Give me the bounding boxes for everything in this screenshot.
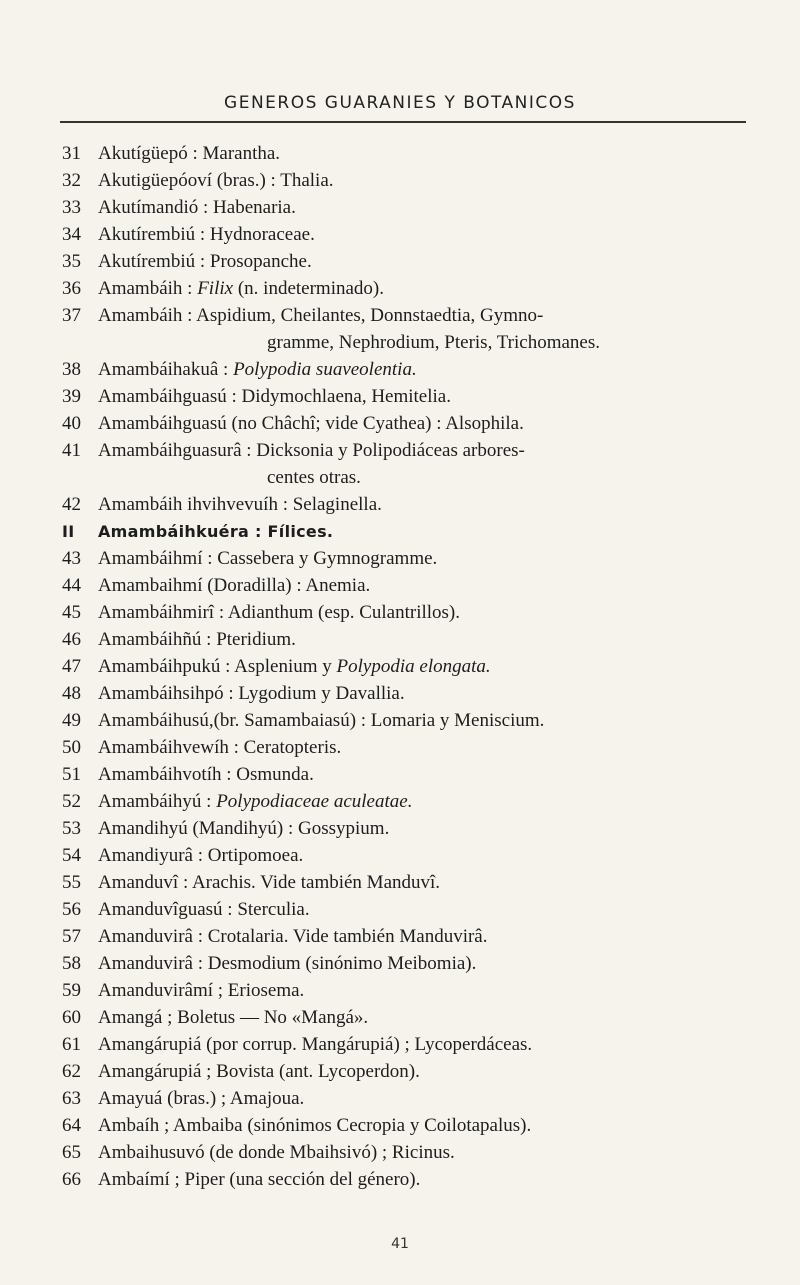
entry-text <box>98 1004 753 1031</box>
entry-text <box>98 599 753 626</box>
entry-row <box>0 1085 800 1112</box>
entry-number: 62 <box>62 1061 81 1082</box>
entry-row <box>0 1004 800 1031</box>
entry-row <box>0 1166 800 1193</box>
entry-text-main: Amanduvirâ : Desmodium (sinónimo Meibomia). <box>98 953 477 974</box>
entry-text-main: Amandihyú (Mandihyú) : Gossypium. <box>98 818 390 839</box>
entry-row <box>0 194 800 221</box>
running-head: GENEROS GUARANIES Y BOTANICOS <box>224 93 576 113</box>
entry-text <box>98 761 753 788</box>
entry-text <box>98 1139 753 1166</box>
entry-number: 44 <box>62 575 81 596</box>
entry-number: 65 <box>62 1142 81 1163</box>
entry-text <box>98 1112 753 1139</box>
entry-row <box>0 545 800 572</box>
entry-text <box>98 1031 753 1058</box>
entry-number: 39 <box>62 386 81 407</box>
entry-row <box>0 734 800 761</box>
entry-text-main: Amambáihpukú : Asplenium y <box>98 656 337 677</box>
entry-text <box>98 788 753 815</box>
entry-text <box>98 545 753 572</box>
entry-row <box>0 842 800 869</box>
entry-row <box>0 140 800 167</box>
entry-row <box>0 167 800 194</box>
entry-text-main: Amambáihguasú : Didymochlaena, Hemitelia. <box>98 386 451 407</box>
entry-row <box>0 869 800 896</box>
entry-text-main: Ambaímí ; Piper (una sección del género). <box>98 1169 421 1190</box>
entry-number: 40 <box>62 413 81 434</box>
entry-number: 64 <box>62 1115 81 1136</box>
entry-text <box>98 356 753 383</box>
entry-text-main: Amambáihñú : Pteridium. <box>98 629 296 650</box>
entry-text <box>98 734 753 761</box>
entry-text <box>98 626 753 653</box>
entry-text-main: Amangárupiá (por corrup. Mangárupiá) ; Lycoperdáceas. <box>98 1034 533 1055</box>
entry-text <box>98 194 753 221</box>
entry-row <box>0 923 800 950</box>
entry-text-main: Amambáih : <box>98 278 198 299</box>
entry-number: 34 <box>62 224 81 245</box>
entry-row <box>0 707 800 734</box>
entry-number: 36 <box>62 278 81 299</box>
entry-text-main: Akutírembiú : Prosopanche. <box>98 251 312 272</box>
entry-row <box>0 761 800 788</box>
entry-text <box>98 869 753 896</box>
entry-text <box>98 302 753 356</box>
entry-text <box>98 383 753 410</box>
entry-number: 41 <box>62 440 81 461</box>
entry-row <box>0 599 800 626</box>
entry-text-main: Amambáih : Aspidium, Cheilantes, Donnstaedtia, Gymno- <box>98 305 544 326</box>
entry-text <box>98 437 753 491</box>
entry-text <box>98 572 753 599</box>
entry-number: 61 <box>62 1034 81 1055</box>
entry-text-main: Amanduvirâmí ; Eriosema. <box>98 980 305 1001</box>
entry-text-italic: Polypodia elongata. <box>336 656 491 677</box>
entry-text-main: Akutígüepó : Marantha. <box>98 143 281 164</box>
entry-text-main: Akutímandió : Habenaria. <box>98 197 296 218</box>
entry-row <box>0 1058 800 1085</box>
entry-number: 59 <box>62 980 81 1001</box>
entry-text <box>98 221 753 248</box>
entry-text-main: Amambáih ihvihvevuíh : Selaginella. <box>98 494 382 515</box>
entry-text-main: Amambáihakuâ : <box>98 359 234 380</box>
entry-number: 45 <box>62 602 81 623</box>
entry-text <box>98 491 753 518</box>
entry-text-main: Amanduvîguasú : Sterculia. <box>98 899 310 920</box>
entry-number: 43 <box>62 548 81 569</box>
entry-continuation: centes otras. <box>267 467 361 488</box>
entry-text-main: Amambáihmí : Cassebera y Gymnogramme. <box>98 548 438 569</box>
entry-text-main: Amanduvirâ : Crotalaria. Vide también Manduvirâ. <box>98 926 488 947</box>
entry-number: 56 <box>62 899 81 920</box>
entry-number: 54 <box>62 845 81 866</box>
entry-text-main: Amambáihusú,(br. Samambaiasú) : Lomaria y Meniscium. <box>98 710 545 731</box>
entry-row <box>0 302 800 356</box>
entry-text-main: Amambáihyú : <box>98 791 217 812</box>
entry-text <box>98 707 753 734</box>
entry-text-italic: Polypodiaceae aculeatae. <box>216 791 413 812</box>
entry-text <box>98 815 753 842</box>
entry-text <box>98 923 753 950</box>
entry-text <box>98 950 753 977</box>
entry-number: 51 <box>62 764 81 785</box>
entry-row <box>0 275 800 302</box>
entry-row <box>0 626 800 653</box>
entry-row <box>0 788 800 815</box>
entry-row <box>0 1139 800 1166</box>
entry-continuation: gramme, Nephrodium, Pteris, Trichomanes. <box>267 332 600 353</box>
entry-row <box>0 383 800 410</box>
entry-text <box>98 140 753 167</box>
entry-text-main: Amambáihguasú (no Châchî; vide Cyathea) : Alsophila. <box>98 413 524 434</box>
entry-text <box>98 410 753 437</box>
entry-text-main: Amambáihsihpó : Lygodium y Davallia. <box>98 683 405 704</box>
entry-text <box>98 518 753 545</box>
entry-number: 47 <box>62 656 81 677</box>
entry-text <box>98 1166 753 1193</box>
entry-number: 31 <box>62 143 81 164</box>
entry-row <box>0 410 800 437</box>
entry-number: 32 <box>62 170 81 191</box>
entry-text-main: Amandiyurâ : Ortipomoea. <box>98 845 304 866</box>
entry-text-main: Ambaíh ; Ambaiba (sinónimos Cecropia y Coilotapalus). <box>98 1115 532 1136</box>
entry-text-main: Amambáihmirî : Adianthum (esp. Culantrillos). <box>98 602 461 623</box>
entry-row <box>0 1112 800 1139</box>
entry-number: 38 <box>62 359 81 380</box>
entry-row <box>0 518 800 545</box>
entry-text-main: Amambáihkuéra : Fílices. <box>98 522 334 541</box>
entry-row <box>0 815 800 842</box>
entry-text-main: Amambáihguasurâ : Dicksonia y Polipodiáceas arbores- <box>98 440 525 461</box>
entry-text-main: Amanduvî : Arachis. Vide también Manduvî. <box>98 872 441 893</box>
entry-number: 46 <box>62 629 81 650</box>
entry-text <box>98 275 753 302</box>
entry-text <box>98 653 753 680</box>
entry-text <box>98 680 753 707</box>
entry-number: 63 <box>62 1088 81 1109</box>
entry-number: 58 <box>62 953 81 974</box>
entry-text-main: Amayuá (bras.) ; Amajoua. <box>98 1088 305 1109</box>
entry-number: 53 <box>62 818 81 839</box>
entry-number: 48 <box>62 683 81 704</box>
entry-text <box>98 896 753 923</box>
entry-row <box>0 437 800 491</box>
entry-number: 35 <box>62 251 81 272</box>
entry-number: 55 <box>62 872 81 893</box>
entry-text-italic: Polypodia suaveolentia. <box>233 359 417 380</box>
entry-text <box>98 248 753 275</box>
entry-text-main: Amangárupiá ; Bovista (ant. Lycoperdon). <box>98 1061 420 1082</box>
entry-text <box>98 1085 753 1112</box>
entry-number: 60 <box>62 1007 81 1028</box>
entry-row <box>0 491 800 518</box>
entry-row <box>0 572 800 599</box>
entry-row <box>0 950 800 977</box>
entry-row <box>0 896 800 923</box>
entry-text-main: Akutírembiú : Hydnoraceae. <box>98 224 315 245</box>
entry-text-main: Ambaihusuvó (de donde Mbaihsivó) ; Ricinus. <box>98 1142 455 1163</box>
entry-text-main: Amambáihvewíh : Ceratopteris. <box>98 737 342 758</box>
entry-row <box>0 680 800 707</box>
entry-row <box>0 248 800 275</box>
entry-text-main: Amambáihvotíh : Osmunda. <box>98 764 314 785</box>
page-number: 41 <box>391 1236 409 1252</box>
entry-text <box>98 167 753 194</box>
entry-number: 50 <box>62 737 81 758</box>
entry-number: 42 <box>62 494 81 515</box>
entry-row <box>0 1031 800 1058</box>
header-rule <box>60 121 746 123</box>
entry-number: II <box>62 522 75 541</box>
entry-row <box>0 356 800 383</box>
entry-row <box>0 977 800 1004</box>
entry-text <box>98 842 753 869</box>
entry-text-after: (n. indeterminado). <box>233 278 384 299</box>
entry-number: 33 <box>62 197 81 218</box>
entry-text-main: Amangá ; Boletus — No «Mangá». <box>98 1007 369 1028</box>
entry-number: 66 <box>62 1169 81 1190</box>
entry-number: 37 <box>62 305 81 326</box>
entry-list <box>0 140 800 1193</box>
entry-text <box>98 977 753 1004</box>
entry-text-italic: Filix <box>197 278 234 299</box>
entry-number: 57 <box>62 926 81 947</box>
entry-number: 52 <box>62 791 81 812</box>
entry-row <box>0 221 800 248</box>
entry-text-main: Amambaihmí (Doradilla) : Anemia. <box>98 575 371 596</box>
entry-row <box>0 653 800 680</box>
entry-text-main: Akutigüepóoví (bras.) : Thalia. <box>98 170 334 191</box>
entry-text <box>98 1058 753 1085</box>
entry-number: 49 <box>62 710 81 731</box>
